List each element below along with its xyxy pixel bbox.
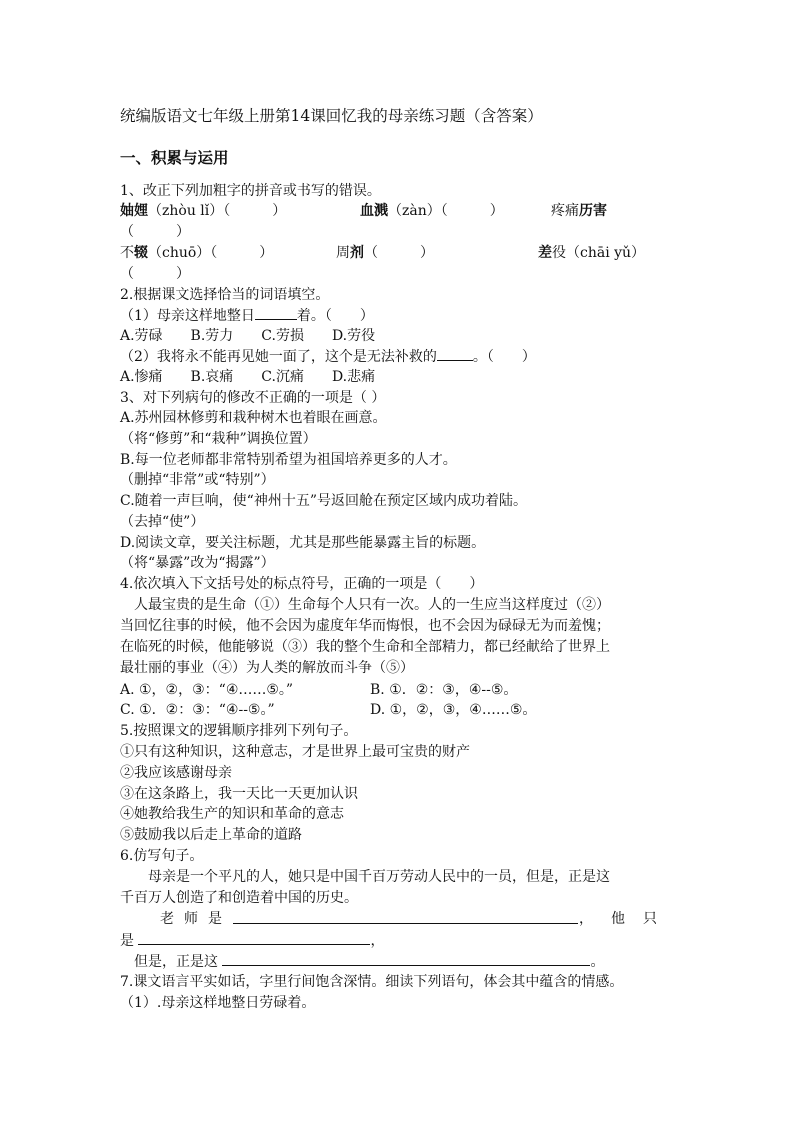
q3-option-b-fix: （删掉“非常”或“特别”） [120, 472, 275, 488]
q3-stem: 3、对下列病句的修改不正确的一项是（ ） [120, 390, 386, 406]
q1-stem: 1、改正下列加粗字的拼音或书写的错误。 [120, 183, 381, 199]
q1-bold-word: 血溅 [360, 203, 388, 219]
fill-blank[interactable] [233, 909, 578, 924]
q5-stem: 5.按照课文的逻辑顺序排列下列句子。 [120, 723, 358, 739]
q3-option-b: B.每一位老师都非常特别希望为祖国培养更多的人才。 [120, 452, 457, 468]
q4-passage-line: 最壮丽的事业（④）为人类的解放而斗争（⑤） [120, 660, 414, 676]
q6-stem: 6.仿写句子。 [120, 848, 204, 864]
q7-stem: 7.课文语言平实如话，字里行间饱含深情。细读下列语句，体会其中蕴含的情感。 [120, 974, 624, 990]
fill-blank[interactable] [222, 951, 590, 966]
q2-sentence-1: （1）母亲这样地整日 着。（ ） [120, 305, 374, 326]
q3-option-a-fix: （将“修剪”和“栽种”调换位置） [120, 431, 317, 447]
q1-row2-item3: 差役（chāi yǔ） [538, 245, 646, 261]
q1-bold-word: 剂 [350, 245, 364, 261]
q4-passage-line: 在临死的时候，他能够说（③）我的整个生命和全部精力，都已经献给了世界上 [120, 639, 610, 655]
q6-write-line-2: 是 ， [120, 930, 384, 951]
fill-blank[interactable] [255, 305, 297, 320]
q5-item: ④她教给我生产的知识和革命的意志 [120, 806, 344, 822]
fill-blank[interactable] [138, 930, 370, 945]
q4-option-a: A. ①，②，③：“④……⑤。” [120, 682, 294, 698]
q4-option-d: D. ①，②，③，④……⑤。 [370, 702, 537, 718]
q2-stem: 2.根据课文选择恰当的词语填空。 [120, 287, 330, 303]
q6-write-line-3: 但是，正是这 。 [120, 951, 604, 972]
q1-row1-item3: 疼痛历害 [551, 203, 607, 219]
q7-sentence-1: （1）.母亲这样地整日劳碌着。 [120, 995, 316, 1011]
q5-item: ①只有这种知识，这种意志，才是世界上最可宝贵的财产 [120, 744, 470, 760]
q4-passage-line: 当回忆往事的时候，他不会因为虚度年华而悔恨，也不会因为碌碌无为而羞愧； [120, 618, 610, 634]
q4-passage-line: 人最宝贵的是生命（①）生命每个人只有一次。人的一生应当这样度过（②） [120, 597, 610, 613]
q1-continuation: （ ） [120, 224, 190, 240]
q1-row2: 不辍（chuō）（ ） [120, 245, 274, 261]
q4-stem: 4.依次填入下文括号处的标点符号，正确的一项是（ ） [120, 576, 484, 592]
q2-options-2: A.惨痛 B.哀痛 C.沉痛 D.悲痛 [120, 369, 376, 385]
section-heading: 一、积累与运用 [120, 149, 229, 167]
q3-option-a: A.苏州园林修剪和栽种树木也着眼在画意。 [120, 410, 387, 426]
q1-row1: 妯娌（zhòu lǐ）（ ） [120, 203, 287, 219]
q3-option-d: D.阅读文章，要关注标题，尤其是那些能暴露主旨的标题。 [120, 535, 486, 551]
q5-item: ②我应该感谢母亲 [120, 765, 232, 781]
q6-write-line-1: 老师是 ，他只 [160, 911, 675, 927]
q4-option-c: C. ①．②：③：“④--⑤。” [120, 702, 275, 718]
q6-model-line: 母亲是一个平凡的人，她只是中国千百万劳动人民中的一员，但是，正是这 [120, 869, 610, 885]
q2-options-1: A.劳碌 B.劳力 C.劳损 D.劳役 [120, 328, 376, 344]
q3-option-c-fix: （去掉“使”） [120, 514, 205, 530]
q1-bold-word: 差 [538, 245, 552, 261]
q5-item: ③在这条路上，我一天比一天更加认识 [120, 786, 358, 802]
q5-item: ⑤鼓励我以后走上革命的道路 [120, 827, 302, 843]
q1-bold-word: 辍 [134, 245, 148, 261]
q2-sentence-2: （2）我将永不能再见她一面了，这个是无法补救的 。（ ） [120, 346, 536, 367]
q1-row2-item2: 周剂（ ） [336, 245, 434, 261]
q1-row1-item2: 血溅（zàn）（ ） [360, 203, 504, 219]
q4-option-b: B. ①．②：③，④--⑤。 [370, 682, 518, 698]
q1-bold-word: 妯娌 [120, 203, 148, 219]
fill-blank[interactable] [437, 346, 473, 361]
page-title: 统编版语文七年级上册第14课回忆我的母亲练习题（含答案） [120, 107, 543, 125]
q3-option-d-fix: （将“暴露”改为“揭露”） [120, 555, 275, 571]
q1-continuation: （ ） [120, 266, 190, 282]
q1-bold-word: 历害 [579, 203, 607, 219]
q6-model-line: 千百万人创造了和创造着中国的历史。 [120, 890, 358, 906]
q3-option-c: C.随着一声巨响，使“神州十五”号返回舱在预定区域内成功着陆。 [120, 493, 527, 509]
